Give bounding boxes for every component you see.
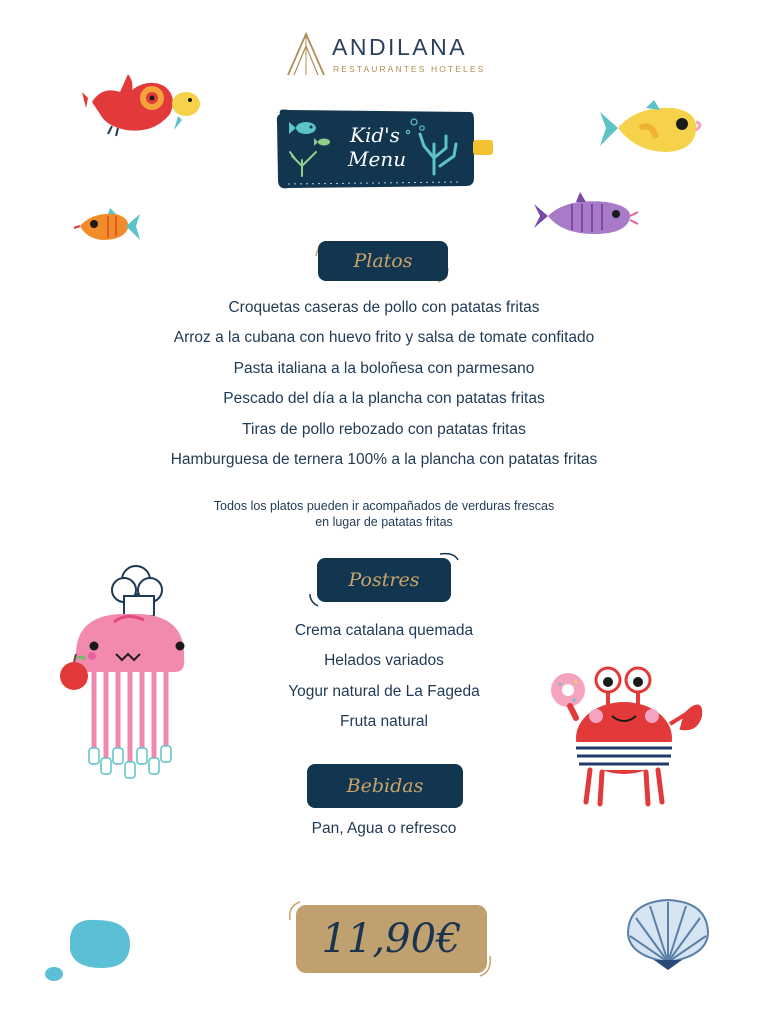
bebidas-list xyxy=(0,814,768,844)
brand-name: ANDILANA xyxy=(332,34,468,60)
note-line-1: Todos los platos pueden ir acompañados de verduras frescas xyxy=(213,499,555,513)
list-item: Croquetas caseras de pollo con patatas fritas xyxy=(228,299,540,316)
list-item: Hamburguesa de ternera 100% a la plancha con patatas fritas xyxy=(170,450,598,468)
list-item: Pasta italiana a la boloñesa con parmesano xyxy=(233,359,535,377)
banner-title-line2: Menu xyxy=(348,147,407,171)
brand-header xyxy=(286,32,496,78)
jellyfish-chef-icon xyxy=(54,562,194,790)
list-item: Tiras de pollo rebozado con patatas fritas xyxy=(242,420,526,438)
section-title-platos: Platos xyxy=(318,241,448,281)
section-title-bebidas: Bebidas xyxy=(307,764,463,808)
yellow-fish-icon xyxy=(596,98,704,158)
crab-donut-icon xyxy=(546,658,706,810)
list-item: Pescado del día a la plancha con patatas fritas xyxy=(223,390,545,408)
orange-fish-icon xyxy=(72,206,144,246)
price-value: 11,90€ xyxy=(321,916,462,962)
list-item: Arroz a la cubana con huevo frito y salsa de tomate confitado xyxy=(173,329,595,347)
blue-blob-icon xyxy=(42,914,136,984)
list-item: Yogur natural de La Fageda xyxy=(288,682,480,700)
andilana-logo-icon xyxy=(286,32,326,76)
platos-note xyxy=(0,498,768,530)
section-title-postres: Postres xyxy=(317,558,451,602)
banner-title-line1: Kid's xyxy=(350,123,400,147)
red-bird-icon xyxy=(82,68,202,138)
list-item: Pan, Agua o refresco xyxy=(311,820,457,837)
list-item: Fruta natural xyxy=(340,713,428,731)
price-box xyxy=(296,905,487,973)
purple-fish-icon xyxy=(530,190,640,242)
list-item: Helados variados xyxy=(324,652,444,670)
kids-menu-banner xyxy=(274,108,496,190)
note-line-2: en lugar de patatas fritas xyxy=(315,515,453,529)
seashell-icon xyxy=(624,896,712,970)
brand-subtitle: RESTAURANTES HOTELES xyxy=(333,64,486,74)
list-item: Crema catalana quemada xyxy=(294,622,474,639)
platos-list xyxy=(0,293,768,475)
